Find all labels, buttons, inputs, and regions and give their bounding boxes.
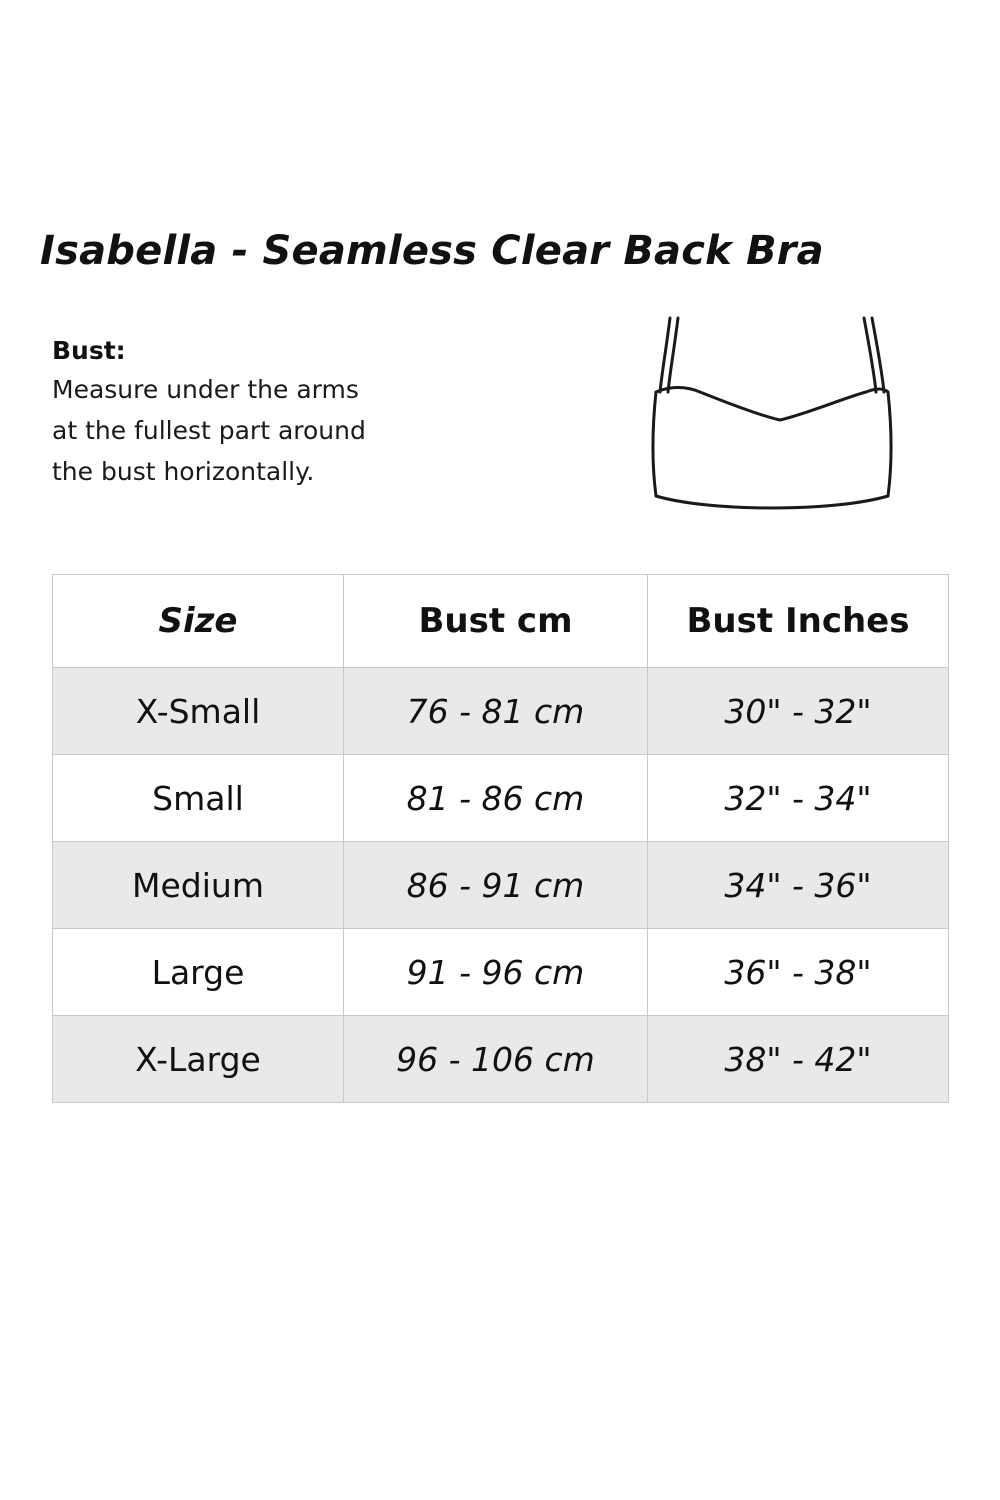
cell-bust-cm: 91 - 96 cm [344, 929, 648, 1016]
column-header-bust-inches: Bust Inches [648, 575, 949, 668]
cell-bust-cm: 96 - 106 cm [344, 1016, 648, 1103]
table-row [53, 842, 949, 929]
cell-bust-inches: 34" - 36" [648, 842, 949, 929]
bust-instruction-line-1: Measure under the arms [52, 375, 359, 404]
column-header-bust-cm: Bust cm [344, 575, 648, 668]
cell-bust-inches: 32" - 34" [648, 755, 949, 842]
table-row [53, 668, 949, 755]
cell-size: Medium [53, 842, 344, 929]
table-body [53, 668, 949, 1103]
table-header-row [53, 575, 949, 668]
page-title: Isabella - Seamless Clear Back Bra [40, 228, 824, 274]
cell-bust-cm: 76 - 81 cm [344, 668, 648, 755]
cell-bust-inches: 36" - 38" [648, 929, 949, 1016]
cell-size: X-Small [53, 668, 344, 755]
table-row [53, 755, 949, 842]
cell-size: X-Large [53, 1016, 344, 1103]
cell-size: Large [53, 929, 344, 1016]
bust-instruction-line-2: at the fullest part around [52, 416, 366, 445]
bra-illustration [630, 300, 930, 540]
table-header [53, 575, 949, 668]
bust-label: Bust: [52, 336, 126, 365]
size-chart-table [52, 574, 949, 1103]
cell-bust-cm: 86 - 91 cm [344, 842, 648, 929]
cell-size: Small [53, 755, 344, 842]
column-header-size: Size [53, 575, 344, 668]
cell-bust-inches: 38" - 42" [648, 1016, 949, 1103]
table-row [53, 929, 949, 1016]
bust-instruction-line-3: the bust horizontally. [52, 457, 315, 486]
cell-bust-inches: 30" - 32" [648, 668, 949, 755]
cell-bust-cm: 81 - 86 cm [344, 755, 648, 842]
bust-measurement-instructions [52, 333, 482, 492]
table-row [53, 1016, 949, 1103]
